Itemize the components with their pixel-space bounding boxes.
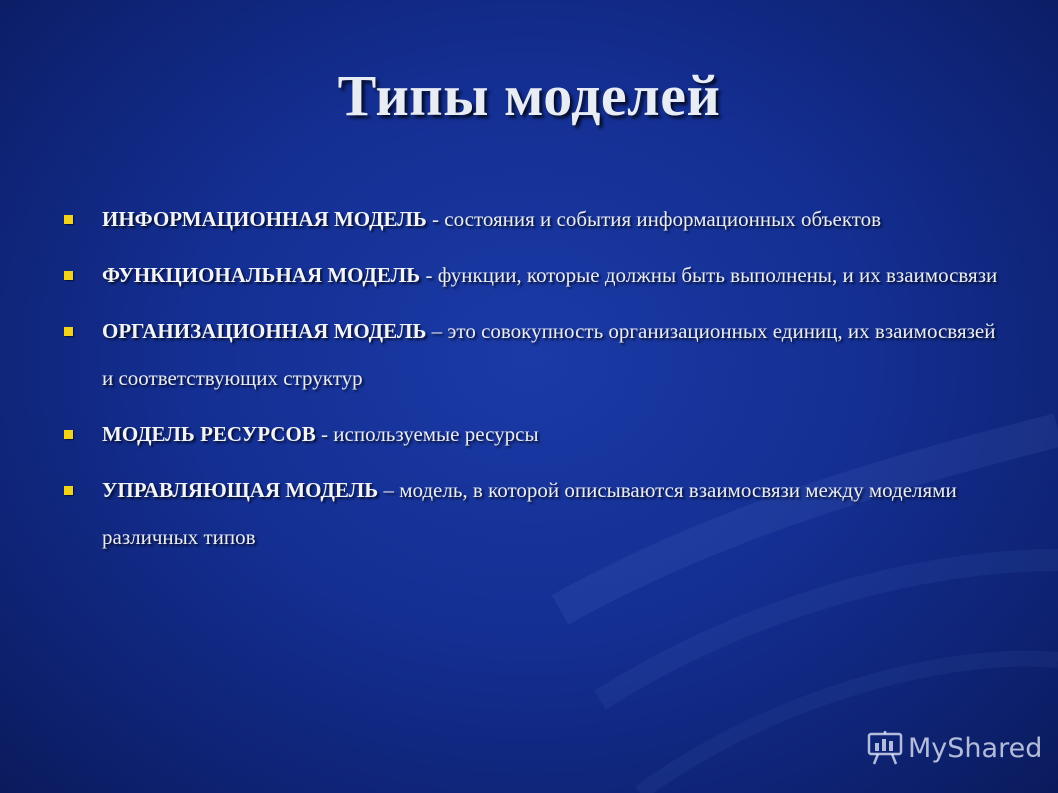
- list-item: [62, 411, 1002, 458]
- bullet-description: функции, которые должны быть выполнены, и их взаимосвязи: [437, 263, 998, 287]
- presentation-board-icon: [866, 729, 904, 767]
- watermark: [866, 728, 1042, 768]
- square-bullet-icon: [64, 327, 73, 336]
- bullet-term: ФУНКЦИОНАЛЬНАЯ МОДЕЛЬ: [102, 263, 421, 287]
- watermark-text: MyShared: [908, 732, 1043, 764]
- list-item: [62, 196, 1002, 243]
- bullet-description: это совокупность организационных единиц, их взаимосвязей и соответствующих структур: [102, 319, 996, 390]
- bullet-term: МОДЕЛЬ РЕСУРСОВ: [102, 422, 316, 446]
- bullet-term: ИНФОРМАЦИОННАЯ МОДЕЛЬ: [102, 207, 427, 231]
- square-bullet-icon: [64, 215, 73, 224]
- bullet-separator: –: [426, 319, 448, 343]
- bullet-description: используемые ресурсы: [333, 422, 539, 446]
- square-bullet-icon: [64, 486, 73, 495]
- bullet-term: ОРГАНИЗАЦИОННАЯ МОДЕЛЬ: [102, 319, 427, 343]
- bullet-separator: -: [420, 263, 438, 287]
- bullet-separator: –: [378, 478, 400, 502]
- bullet-separator: -: [315, 422, 334, 446]
- bullet-term: УПРАВЛЯЮЩАЯ МОДЕЛЬ: [102, 478, 379, 502]
- slide-title: Типы моделей: [337, 63, 721, 128]
- bullet-separator: -: [426, 207, 445, 231]
- list-item: [62, 308, 1002, 402]
- list-item: [62, 252, 1002, 299]
- bullet-list: [62, 196, 1002, 570]
- square-bullet-icon: [64, 271, 73, 280]
- square-bullet-icon: [64, 430, 73, 439]
- bullet-description: модель, в которой описываются взаимосвязи между моделями различных типов: [102, 478, 957, 549]
- list-item: [62, 467, 1002, 561]
- bullet-description: состояния и события информационных объектов: [444, 207, 882, 231]
